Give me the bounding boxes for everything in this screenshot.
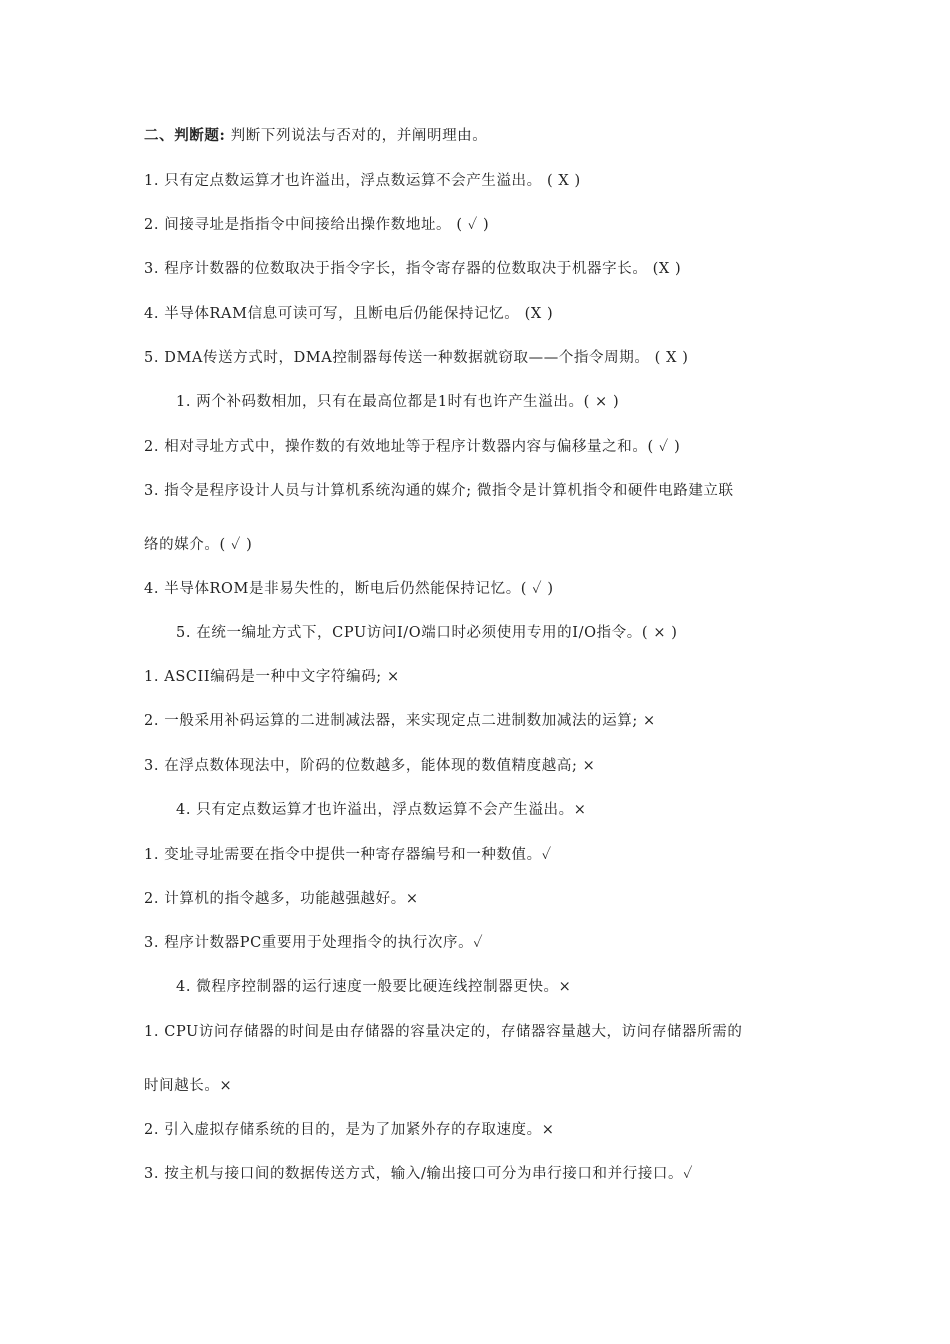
question-line-continuation: 络的媒介。( ✓ )	[144, 537, 253, 553]
question-line: 4. 微程序控制器的运行速度一般要比硬连线控制器更快。×	[176, 979, 572, 995]
question-line: 3. 程序计数器的位数取决于指令字长，指令寄存器的位数取决于机器字长。 (X )	[144, 261, 682, 277]
question-line: 3. 指令是程序设计人员与计算机系统沟通的媒介; 微指令是计算机指令和硬件电路建立联	[144, 483, 734, 499]
question-line: 2. 间接寻址是指指令中间接给出操作数地址。 ( ✓ )	[144, 217, 490, 233]
question-line-continuation: 时间越长。×	[144, 1078, 233, 1094]
question-line: 3. 按主机与接口间的数据传送方式，输入/输出接口可分为串行接口和并行接口。✓	[144, 1166, 694, 1182]
section-heading-instruction: 判断下列说法与否对的，并阐明理由。	[230, 128, 488, 144]
question-line: 1. 只有定点数运算才也许溢出，浮点数运算不会产生溢出。 ( X )	[144, 173, 581, 189]
question-line: 5. DMA传送方式时，DMA控制器每传送一种数据就窃取——个指令周期。 ( X )	[144, 350, 689, 366]
question-line: 3. 在浮点数体现法中，阶码的位数越多，能体现的数值精度越高; ×	[144, 758, 596, 774]
question-line: 2. 相对寻址方式中，操作数的有效地址等于程序计数器内容与偏移量之和。( ✓ )	[144, 439, 681, 455]
question-line: 5. 在统一编址方式下，CPU访问I/O端口时必须使用专用的I/O指令。( × )	[176, 625, 678, 641]
question-line: 2. 一般采用补码运算的二进制减法器，来实现定点二进制数加减法的运算; ×	[144, 713, 656, 729]
question-line: 1. 两个补码数相加，只有在最高位都是1时有也许产生溢出。( × )	[176, 394, 620, 410]
section-heading	[144, 126, 487, 146]
question-line: 4. 只有定点数运算才也许溢出，浮点数运算不会产生溢出。×	[176, 802, 587, 818]
question-line: 4. 半导体ROM是非易失性的，断电后仍然能保持记忆。( ✓ )	[144, 581, 554, 597]
question-line: 1. CPU访问存储器的时间是由存储器的容量决定的，存储器容量越大，访问存储器所需的	[144, 1024, 743, 1040]
section-heading-label: 二、判断题:	[144, 127, 226, 144]
question-line: 3. 程序计数器PC重要用于处理指令的执行次序。✓	[144, 935, 484, 951]
question-line: 1. 变址寻址需要在指令中提供一种寄存器编号和一种数值。✓	[144, 847, 552, 863]
question-line: 1. ASCII编码是一种中文字符编码; ×	[144, 669, 400, 685]
question-line: 2. 引入虚拟存储系统的目的，是为了加紧外存的存取速度。×	[144, 1122, 555, 1138]
question-line: 4. 半导体RAM信息可读可写，且断电后仍能保持记忆。 (X )	[144, 306, 554, 322]
question-line: 2. 计算机的指令越多，功能越强越好。×	[144, 891, 419, 907]
